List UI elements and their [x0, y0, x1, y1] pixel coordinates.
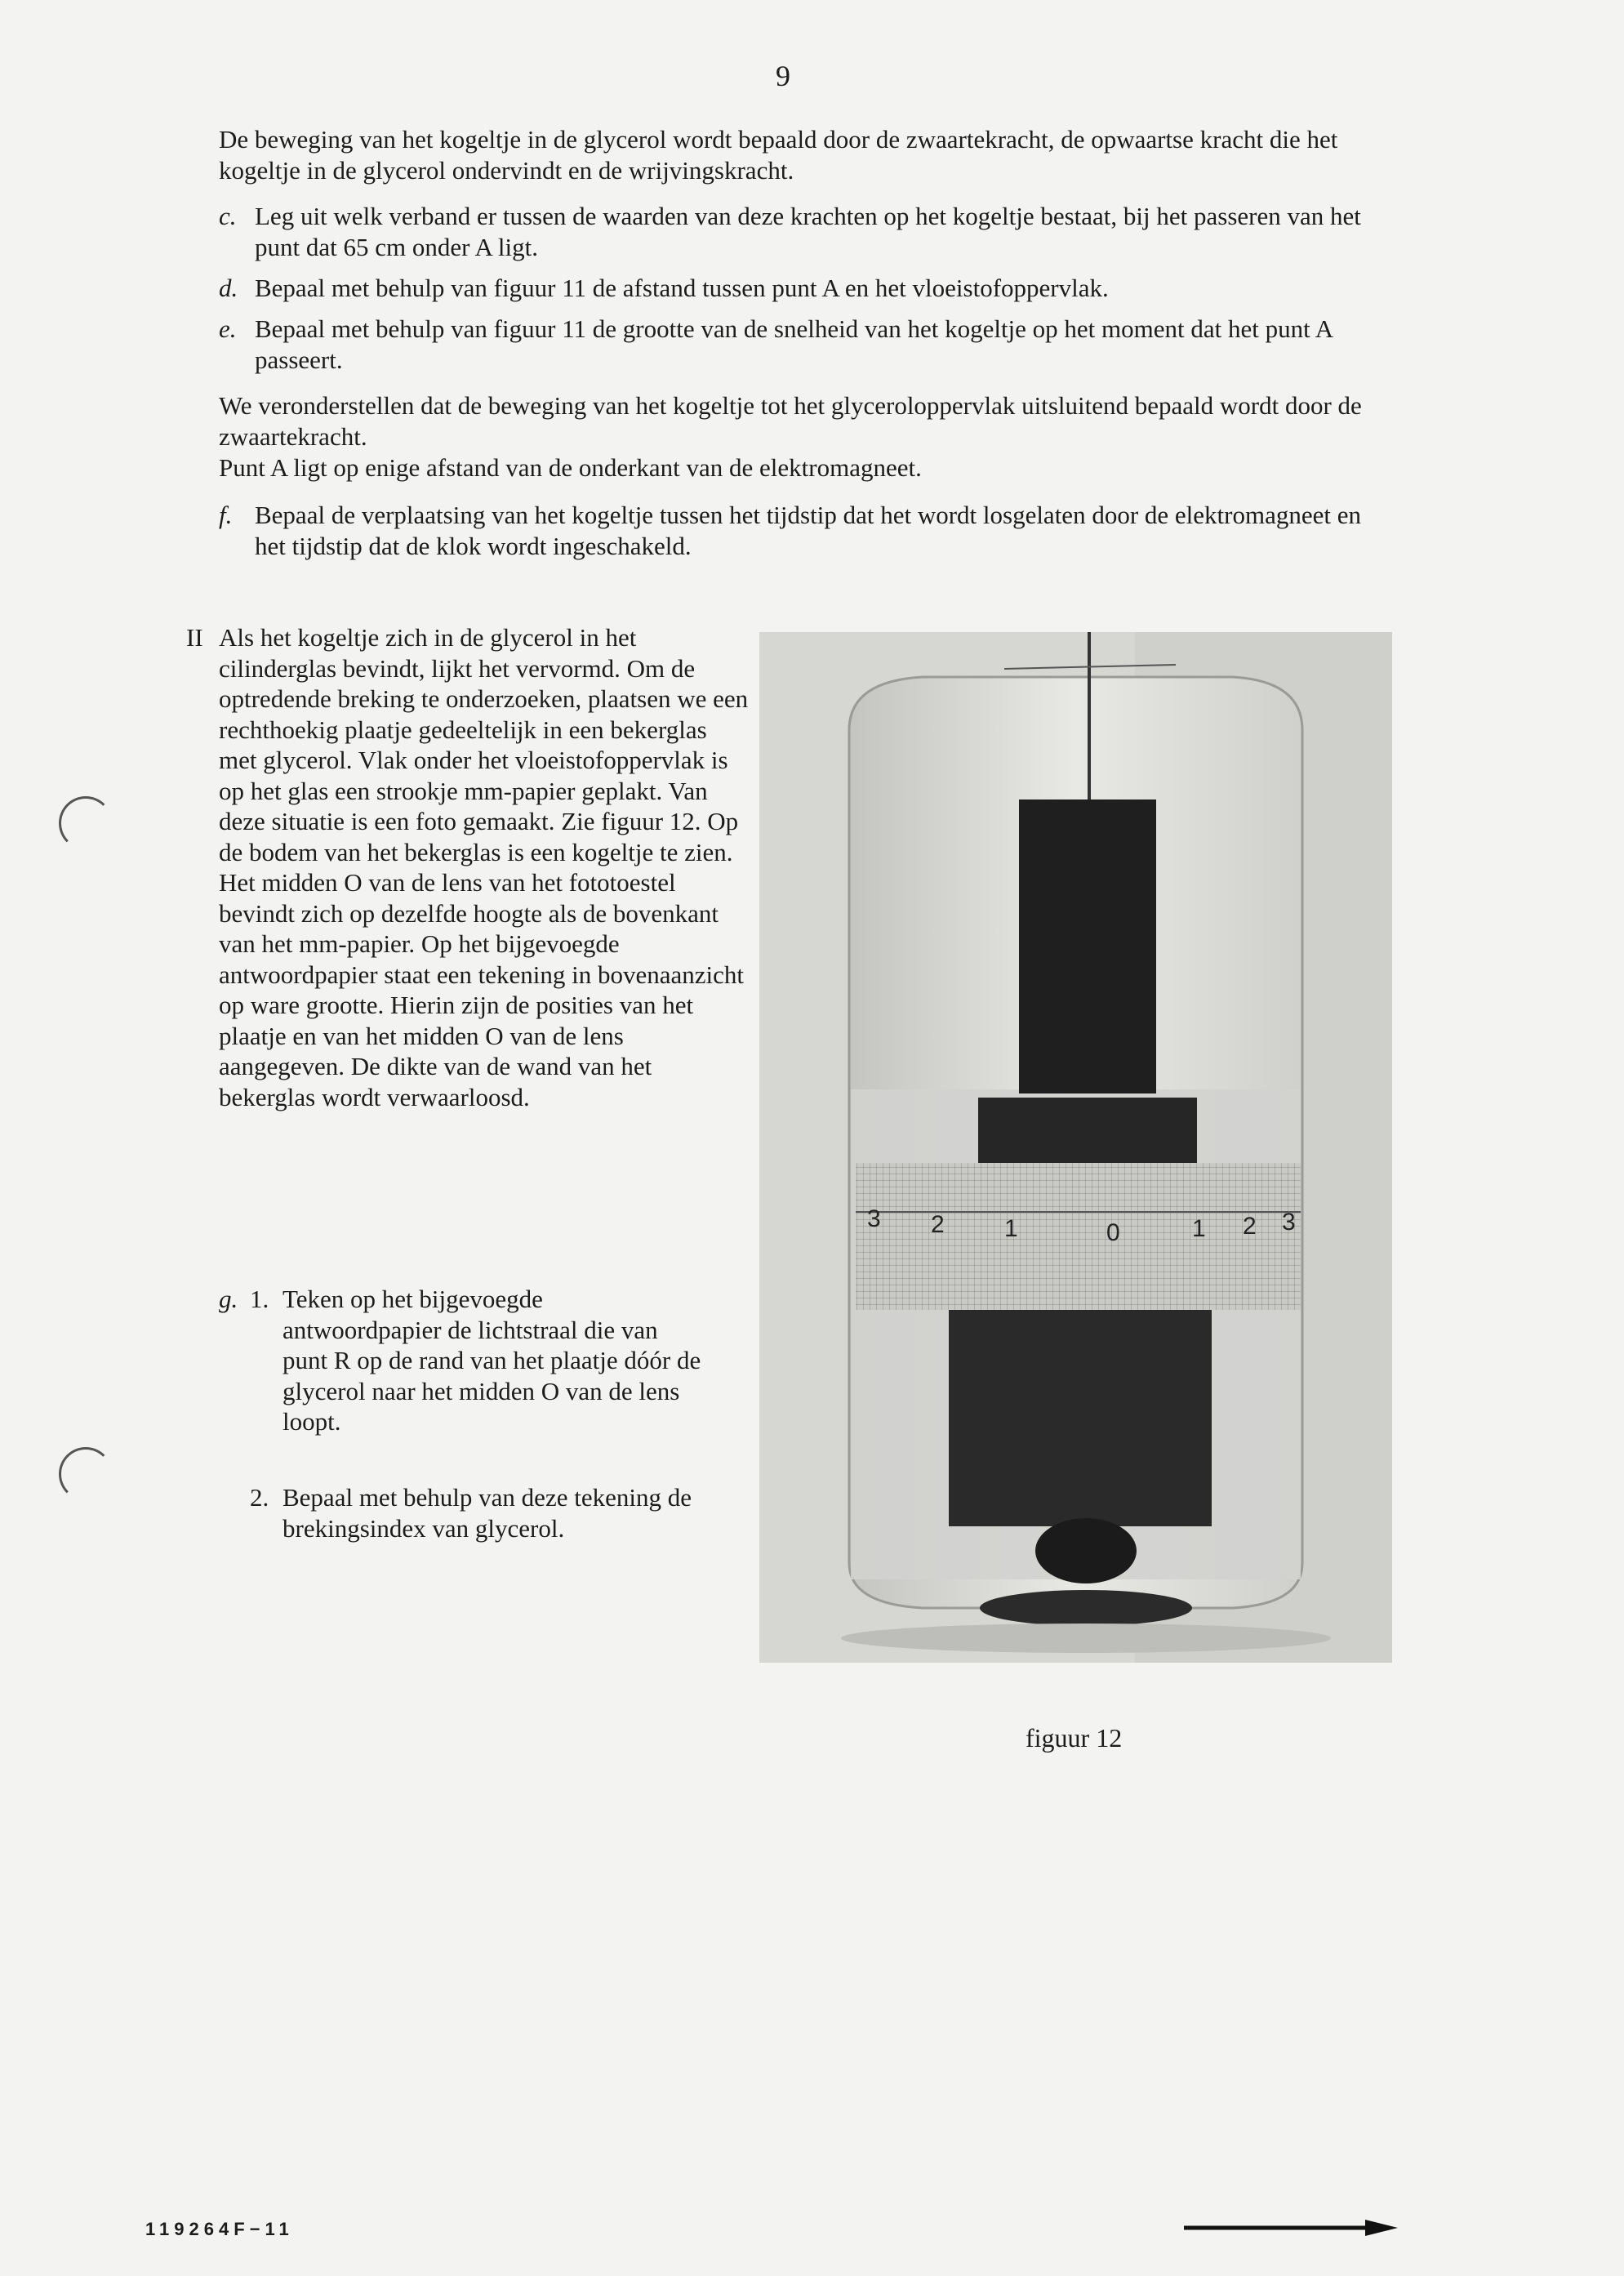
question-text: Bepaal de verplaatsing van het kogeltje tussen het tijdstip dat het wordt losgelaten door de elektromagneet en het tijdstip dat de klok wordt ingeschakeld. [255, 501, 1361, 560]
punch-hole [59, 796, 113, 850]
intro-paragraph: De beweging van het kogeltje in de glycerol wordt bepaald door de zwaartekracht, de opwaartse kracht die het kogeltje in de glycerol ondervindt en de wrijvingskracht. [219, 125, 1338, 185]
scale-label: 3 [867, 1205, 881, 1232]
question-text: Bepaal met behulp van figuur 11 de grootte van de snelheid van het kogeltje op het moment dat het punt A passeert. [255, 314, 1333, 374]
assumption-paragraph: We veronderstellen dat de beweging van het kogeltje tot het glyceroloppervlak uitsluitend bepaald wordt door de zwaartekracht. [219, 391, 1362, 451]
sub-question-1-text: Teken op het bijgevoegde antwoordpapier de lichtstraal die van punt R op de rand van het plaatje dóór de glycerol naar het midden O van de lens loopt. [283, 1285, 701, 1436]
section-2-text: Als het kogeltje zich in de glycerol in het cilinderglas bevindt, lijkt het vervormd. Om de optredende breking te onderzoeken, plaatsen we een rechthoekig plaatje gedeeltelijk in een bekerglas met glycerol. Vlak onder het vloeistofoppervlak is op het glas een strookje mm-papier geplakt. Van deze situatie is een foto gemaakt. Zie figuur 12. Op de bodem van het bekerglas is een kogeltje te zien. Het midden O van de lens van het fototoestel bevindt zich op dezelfde hoogte als de bovenkant van het mm-papier. Op het bijgevoegde antwoordpapier staat een tekening in bovenaanzicht op ware grootte. Hierin zijn de posities van het plaatje en van het midden O van de lens aangegeven. De dikte van de wand van het bekerglas wordt verwaarloosd. [219, 623, 749, 1111]
scale-label: 2 [931, 1211, 945, 1238]
sub-question-2-number: 2. [250, 1483, 269, 1512]
ball [1035, 1518, 1137, 1583]
figure-12-photo [759, 632, 1392, 1663]
scale-label: 3 [1282, 1209, 1296, 1236]
question-letter: c. [219, 202, 237, 230]
question-letter: f. [219, 501, 233, 529]
plate-upper [1019, 799, 1156, 1093]
scale-label: 1 [1004, 1215, 1018, 1242]
mm-paper-strip [856, 1163, 1301, 1310]
punch-hole [59, 1447, 113, 1501]
scale-label: 0 [1106, 1219, 1120, 1246]
beaker-illustration [759, 632, 1392, 1663]
question-letter: d. [219, 274, 238, 302]
plate-lower [949, 1310, 1212, 1526]
sub-question-2-text: Bepaal met behulp van deze tekening de brekingsindex van glycerol. [283, 1483, 692, 1543]
next-page-arrow-icon [1184, 2220, 1398, 2236]
page-number: 9 [776, 60, 790, 92]
sub-question-1-number: 1. [250, 1285, 269, 1313]
section-2 [186, 622, 750, 1112]
question-text: Bepaal met behulp van figuur 11 de afstand tussen punt A en het vloeistofoppervlak. [255, 274, 1109, 302]
question-e [219, 314, 1395, 376]
scale-label: 1 [1192, 1215, 1206, 1242]
question-g-letter: g. [219, 1285, 238, 1313]
point-a-paragraph: Punt A ligt op enige afstand van de onderkant van de elektromagneet. [219, 453, 922, 482]
plate-refracted [978, 1098, 1197, 1163]
scale-label: 2 [1243, 1213, 1257, 1240]
question-text: Leg uit welk verband er tussen de waarden van deze krachten op het kogeltje bestaat, bij het passeren van het punt dat 65 cm onder A ligt. [255, 202, 1361, 261]
document-code: 119264F−11 [145, 2219, 294, 2239]
question-c [219, 201, 1395, 263]
section-number: II [186, 623, 203, 652]
figure-caption: figuur 12 [1026, 1723, 1123, 1753]
question-d [219, 273, 1395, 304]
question-letter: e. [219, 314, 237, 343]
question-f [219, 500, 1395, 562]
